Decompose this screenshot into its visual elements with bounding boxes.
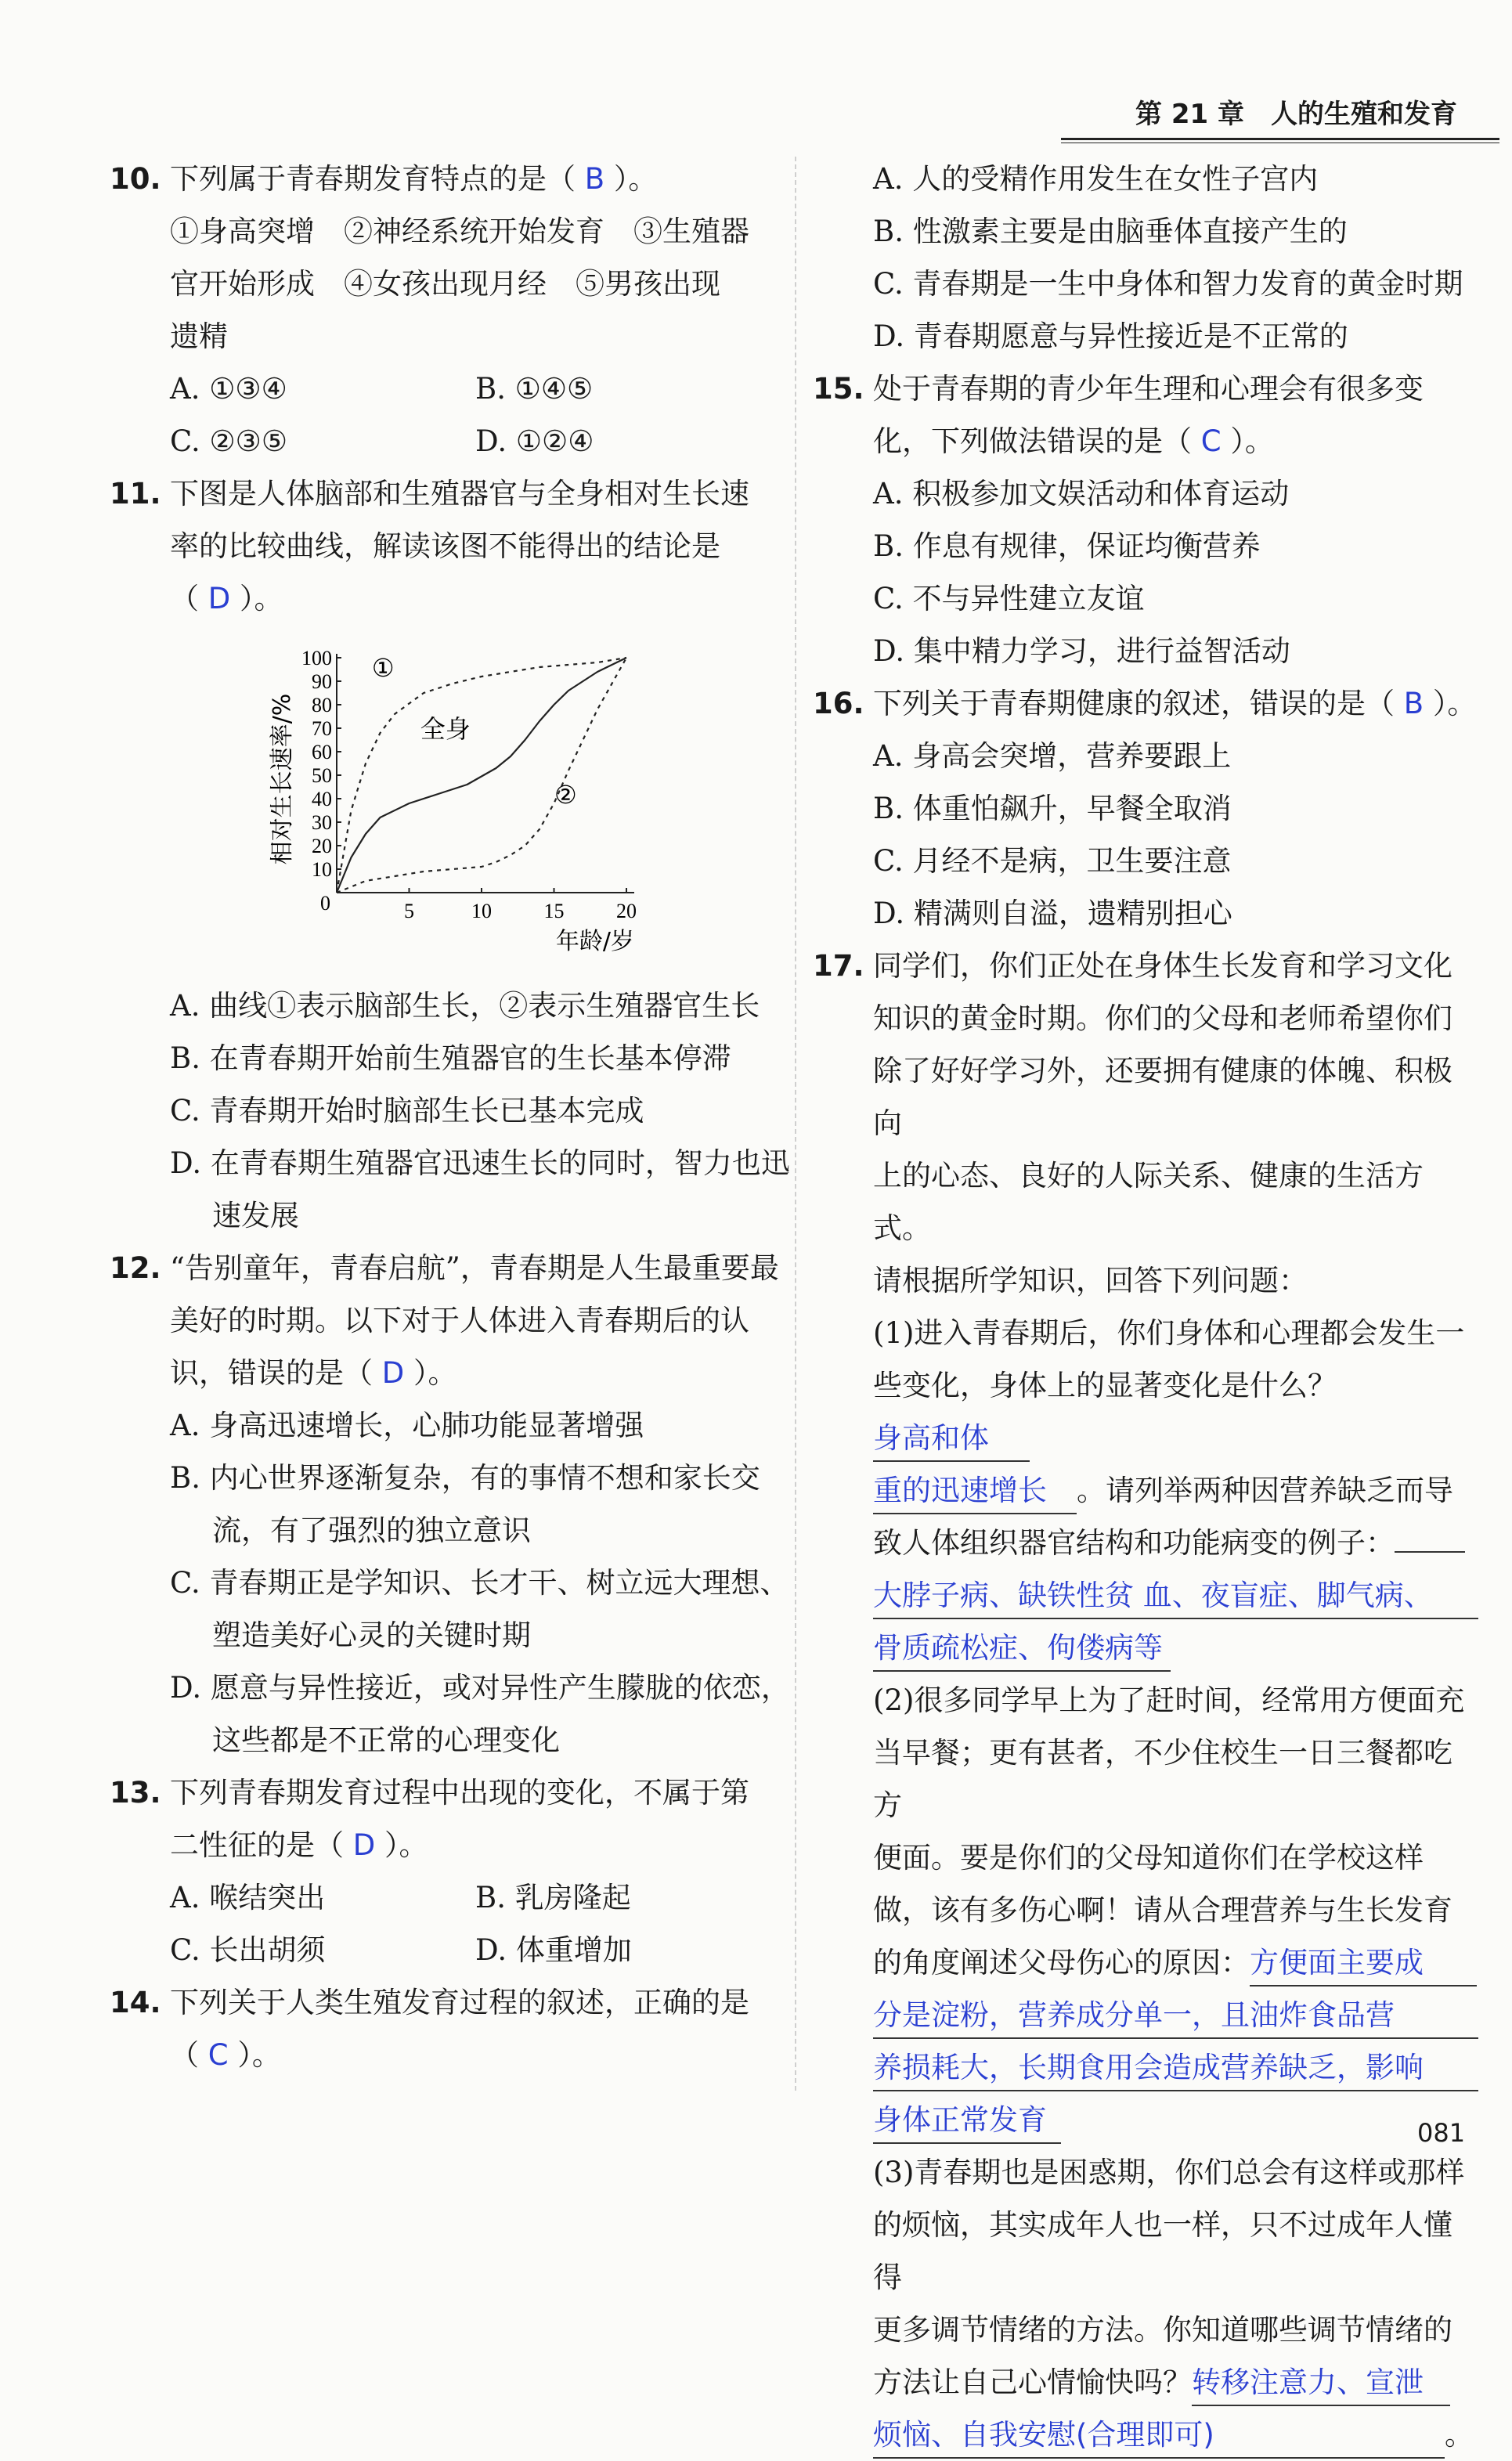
part1-line: 。请列举两种因营养缺乏而导: [1077, 1474, 1453, 1507]
part3-line: (3)青春期也是困惑期，你们总会有这样或那样: [873, 2156, 1465, 2189]
intro-line: 请根据所学知识，回答下列问题：: [873, 1264, 1308, 1297]
right-column: [813, 153, 1478, 2461]
stem-line: 下列关于人类生殖发育过程的叙述，正确的是: [170, 1986, 749, 2019]
growth-chart: [243, 634, 650, 955]
paren-open: （: [170, 2038, 199, 2072]
question-10: [110, 153, 791, 363]
stem: 二性征的是（: [170, 1828, 344, 1862]
stem-line: 下图是人体脑部和生殖器官与全身相对生长速: [170, 477, 749, 511]
stem-line: 处于青春期的青少年生理和心理会有很多变: [873, 372, 1424, 406]
question-number: 10.: [110, 162, 161, 196]
series-label-2: 全身: [420, 714, 471, 744]
options-row: [110, 1924, 791, 1976]
handwritten-answer: 烦恼、自我安慰(合理即可): [873, 2413, 1445, 2459]
y-tick-label: 70: [312, 717, 332, 740]
question-number: 12.: [110, 1251, 161, 1285]
stem-end: ）。: [413, 1356, 457, 1390]
column-divider: [795, 157, 796, 2091]
stem-end: ）。: [1432, 687, 1477, 720]
option-a: A. 人的受精作用发生在女性子宫内: [873, 162, 1319, 196]
y-tick-label: 100: [301, 647, 332, 669]
handwritten-answer: 重的迅速增长: [873, 1469, 1077, 1514]
stem-end: ）。: [1230, 424, 1274, 458]
part3-line: 更多调节情绪的方法。你知道哪些调节情绪的: [873, 2313, 1452, 2347]
option-c: C. 青春期开始时脑部生长已基本完成: [170, 1094, 644, 1128]
series-label-3: ②: [554, 780, 577, 810]
stem-end: ）。: [384, 1828, 428, 1862]
desc-line: 遗精: [170, 319, 228, 353]
option-c: C. 不与异性建立友谊: [873, 582, 1145, 615]
answer-mark: D: [352, 1828, 376, 1862]
chart-series: [337, 658, 626, 893]
option-c: C. ②③⑤: [170, 424, 288, 458]
option-b: B. 作息有规律，保证均衡营养: [873, 529, 1261, 563]
series-label-1: ①: [371, 653, 395, 683]
intro-line: 知识的黄金时期。你们的父母和老师希望你们: [873, 1001, 1452, 1035]
options-row: [110, 1871, 791, 1924]
y-tick-label: 60: [312, 741, 332, 763]
handwritten-answer: 身体正常发育: [873, 2098, 1061, 2144]
answer-mark: C: [207, 2038, 229, 2072]
answer-mark: B: [1403, 687, 1424, 720]
option-b: B. 性激素主要是由脑垂体直接产生的: [873, 215, 1348, 248]
question-12: [110, 1242, 791, 1399]
handwritten-answer: 方便面主要成: [1250, 1941, 1477, 1986]
option-d: D. ①②④: [475, 424, 594, 458]
x-tick-label: 15: [543, 900, 565, 922]
stem: 下列属于青春期发育特点的是（: [170, 162, 576, 196]
part2-line: 便面。要是你们的父母知道你们在学校这样: [873, 1841, 1424, 1875]
y-tick-label: 90: [312, 670, 332, 693]
option-d: D. 愿意与异性接近，或对异性产生朦胧的依恋，这些都是不正常的心理变化: [170, 1671, 790, 1757]
option-d: D. 在青春期生殖器官迅速生长的同时，智力也迅速发展: [170, 1146, 790, 1232]
intro-line: 上的心态、良好的人际关系、健康的生活方式。: [873, 1159, 1424, 1245]
answer-mark: D: [207, 582, 231, 615]
stem: 下列关于青春期健康的叙述，错误的是（: [873, 687, 1395, 720]
question-number: 16.: [813, 687, 864, 720]
options-row: [110, 415, 791, 467]
option-a: A. 曲线①表示脑部生长，②表示生殖器官生长: [170, 989, 760, 1023]
question-14: [110, 1976, 791, 2081]
stem-line: 美好的时期。以下对于人体进入青春期后的认: [170, 1304, 749, 1337]
handwritten-answer: 身高和体: [873, 1416, 1030, 1462]
part3-line: 方法让自己心情愉快吗？: [873, 2365, 1192, 2399]
stem-line: “告别童年，青春启航”，青春期是人生最重要最: [170, 1251, 779, 1285]
option-b: B. 体重怕飙升，早餐全取消: [873, 792, 1232, 825]
option-d: D. 体重增加: [475, 1933, 632, 1967]
part1-line: (1)进入青春期后，你们身体和心理都会发生一: [873, 1316, 1465, 1350]
option-c: C. 青春期正是学知识、长才干、树立远大理想、塑造美好心灵的关键时期: [170, 1566, 789, 1652]
question-number: 15.: [813, 372, 864, 406]
part2-line: 的角度阐述父母伤心的原因：: [873, 1946, 1250, 1979]
handwritten-answer: 大脖子病、缺铁性贫 血、夜盲症、脚气病、: [873, 1574, 1478, 1619]
option-c: C. 月经不是病，卫生要注意: [873, 844, 1232, 878]
series-line-1: [337, 658, 626, 893]
part1-line: 些变化，身体上的显著变化是什么？: [873, 1369, 1337, 1402]
option-a: A. 喉结突出: [170, 1881, 326, 1914]
page-number: 081: [1417, 2118, 1466, 2148]
answer-mark: D: [381, 1356, 405, 1390]
options-row: [110, 363, 791, 415]
handwritten-answer: 养损耗大，长期食用会造成营养缺乏，影响: [873, 2046, 1478, 2091]
question-11: [110, 467, 791, 625]
option-a: A. 身高会突增，营养要跟上: [873, 739, 1232, 773]
origin-label: 0: [320, 892, 330, 915]
part2-line: 当早餐；更有甚者，不少住校生一日三餐都吃方: [873, 1736, 1452, 1822]
x-tick-label: 5: [404, 900, 414, 922]
y-axis-label: 相对生长速率/%: [269, 693, 296, 865]
y-tick-label: 80: [312, 694, 332, 716]
series-line-2: [337, 658, 626, 893]
x-tick-label: 20: [616, 900, 637, 922]
part2-line: (2)很多同学早上为了赶时间，经常用方便面充: [873, 1683, 1465, 1717]
end-mark: 。: [1445, 2418, 1474, 2452]
option-a: A. 积极参加文娱活动和体育运动: [873, 477, 1290, 511]
handwritten-answer: 骨质疏松症、佝偻病等: [873, 1626, 1171, 1672]
intro-line: 同学们，你们正处在身体生长发育和学习文化: [873, 949, 1452, 983]
option-b: B. 在青春期开始前生殖器官的生长基本停滞: [170, 1041, 731, 1075]
part3-line: 的烦恼，其实成年人也一样，只不过成年人懂得: [873, 2208, 1452, 2294]
y-tick-label: 10: [312, 858, 332, 881]
question-16: [813, 677, 1478, 730]
question-number: 14.: [110, 1986, 161, 2019]
question-13: [110, 1766, 791, 1871]
handwritten-answer: 转移注意力、宣泄: [1192, 2361, 1450, 2406]
paren-close: ）。: [237, 2038, 281, 2072]
part2-line: 做，该有多伤心啊！请从合理营养与生长发育: [873, 1893, 1452, 1927]
y-tick-label: 30: [312, 811, 332, 834]
option-a: A. 身高迅速增长，心肺功能显著增强: [170, 1409, 644, 1442]
option-b: B. 内心世界逐渐复杂，有的事情不想和家长交流，有了强烈的独立意识: [170, 1461, 760, 1547]
option-b: B. 乳房隆起: [475, 1881, 631, 1914]
y-tick-label: 40: [312, 788, 332, 810]
option-d: D. 精满则自溢，遗精别担心: [873, 897, 1232, 930]
stem: 化，下列做法错误的是（: [873, 424, 1192, 458]
desc-line: ①身高突增 ②神经系统开始发育 ③生殖器: [170, 215, 749, 248]
question-number: 11.: [110, 477, 161, 511]
stem-line: 率的比较曲线，解读该图不能得出的结论是: [170, 529, 720, 563]
stem-line: 下列青春期发育过程中出现的变化，不属于第: [170, 1776, 749, 1810]
paren-open: （: [170, 582, 199, 615]
question-number: 13.: [110, 1776, 161, 1810]
chart-axes: [301, 647, 637, 922]
answer-mark: C: [1200, 424, 1222, 458]
answer-mark: B: [584, 162, 605, 196]
question-17: [813, 940, 1478, 2461]
series-line-3: [337, 658, 626, 893]
y-tick-label: 50: [312, 764, 332, 787]
page-header: 第 21 章 人的生殖和发育: [1135, 99, 1457, 130]
y-tick-label: 20: [312, 835, 332, 857]
answer-blank: [1395, 1551, 1465, 1553]
header-rule: [1061, 138, 1499, 140]
intro-line: 除了好好学习外，还要拥有健康的体魄、积极向: [873, 1054, 1452, 1140]
option-b: B. ①④⑤: [475, 372, 594, 406]
left-column: [110, 153, 791, 2081]
desc-line: 官开始形成 ④女孩出现月经 ⑤男孩出现: [170, 267, 720, 301]
x-axis-label: 年龄/岁: [555, 928, 635, 955]
option-a: A. ①③④: [170, 372, 287, 406]
option-d: D. 集中精力学习，进行益智活动: [873, 634, 1290, 668]
handwritten-answer: 分是淀粉，营养成分单一，且油炸食品营: [873, 1994, 1478, 2039]
paren-close: ）。: [240, 582, 283, 615]
x-tick-label: 10: [471, 900, 492, 922]
question-number: 17.: [813, 949, 864, 983]
option-c: C. 青春期是一生中身体和智力发育的黄金时期: [873, 267, 1463, 301]
question-15: [813, 363, 1478, 467]
stem-end: ）。: [613, 162, 658, 196]
part1-line: 致人体组织器官结构和功能病变的例子：: [873, 1526, 1395, 1560]
option-c: C. 长出胡须: [170, 1933, 326, 1967]
stem: 识，错误的是（: [170, 1356, 373, 1390]
option-d: D. 青春期愿意与异性接近是不正常的: [873, 319, 1348, 353]
